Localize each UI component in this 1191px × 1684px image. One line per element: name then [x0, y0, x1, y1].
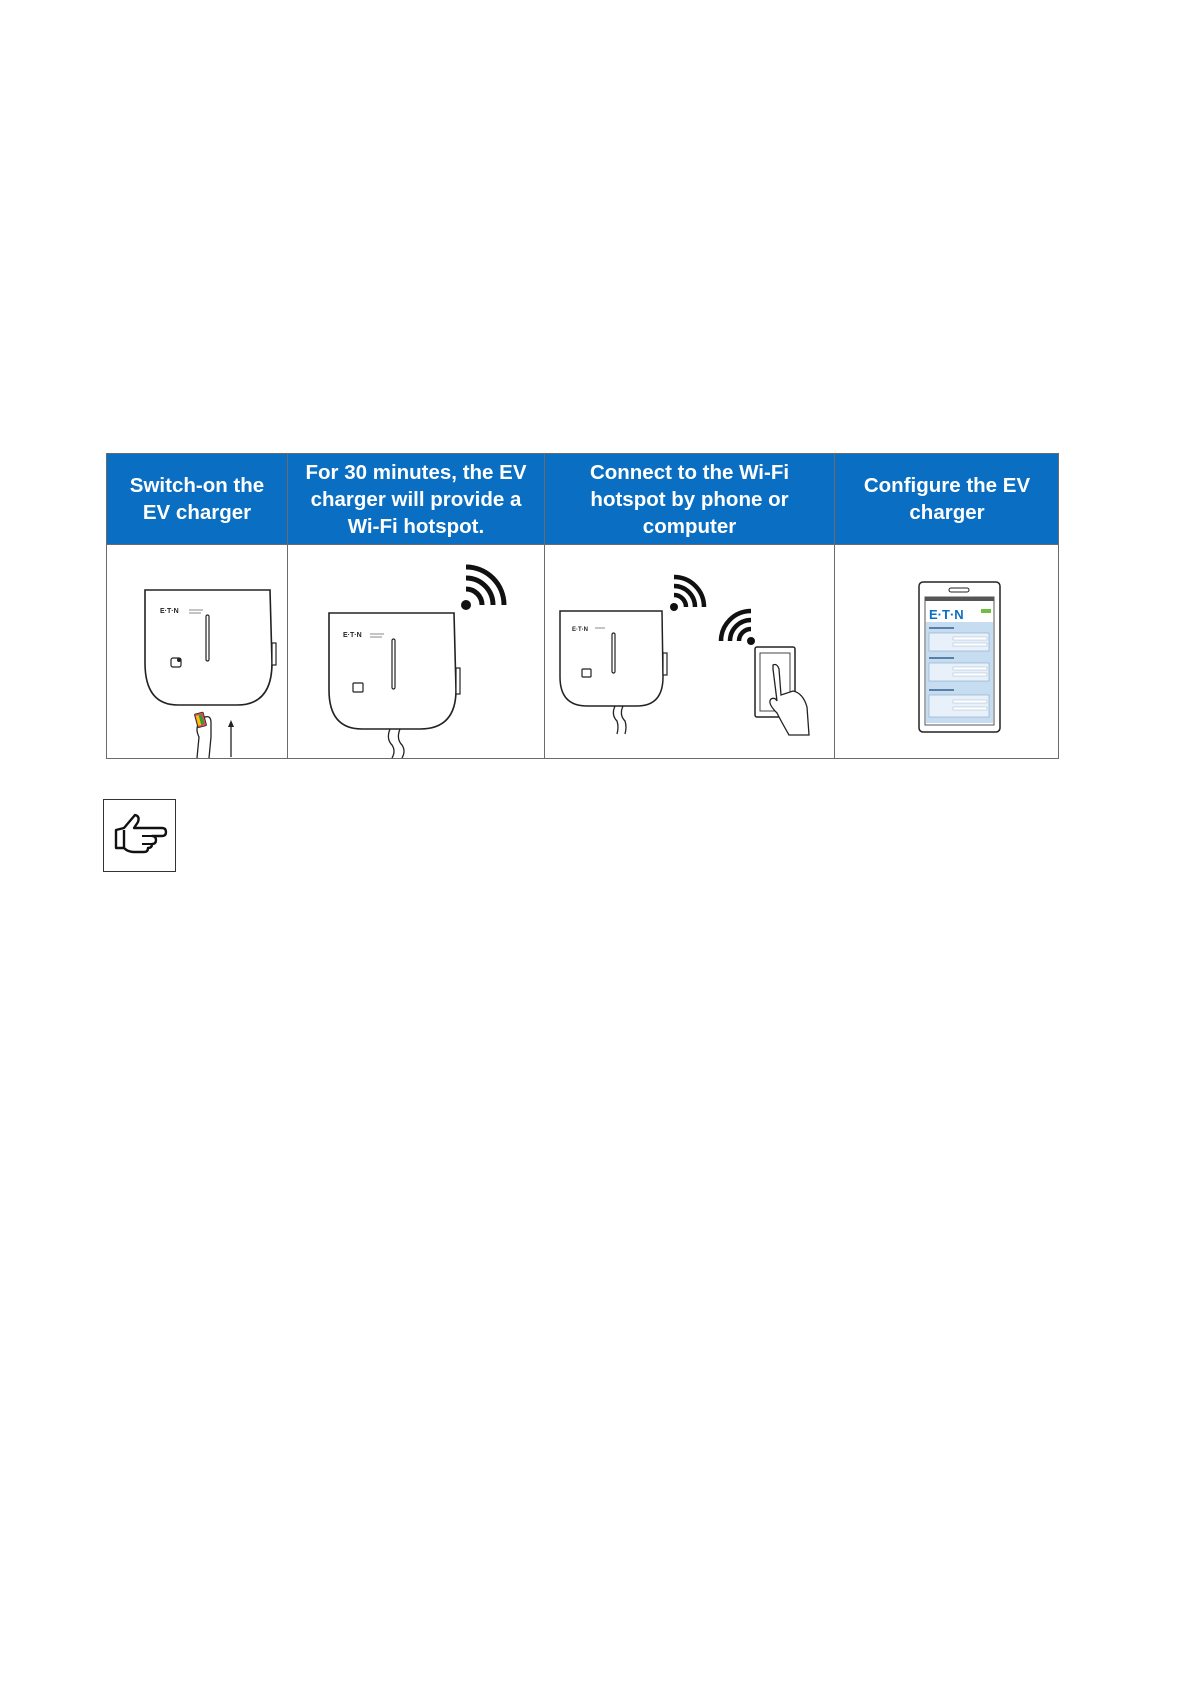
step-2-illustration	[288, 545, 544, 759]
step-1-illustration	[107, 545, 287, 759]
step-3-title: Connect to the Wi-Fi hotspot by phone or computer	[589, 460, 790, 538]
phone-connect-wifi-icon	[545, 545, 834, 759]
step-1-title: Switch-on the EV charger	[129, 474, 265, 524]
wifi-signal-icon	[461, 567, 504, 610]
step-4-illustration	[835, 545, 1059, 759]
setup-steps-table	[106, 453, 1059, 759]
brand-logo: E·T·N	[572, 627, 588, 633]
step-4-title: Configure the EV charger	[863, 474, 1031, 524]
wifi-receive-icon	[721, 611, 755, 645]
note-box	[103, 799, 176, 872]
ev-charger-power-on-icon	[107, 545, 287, 759]
brand-logo: E·T·N	[160, 608, 179, 615]
wifi-signal-icon	[670, 577, 704, 611]
step-3-illustration	[545, 545, 834, 759]
phone-config-page-icon	[835, 545, 1059, 759]
pointing-hand-icon	[104, 800, 174, 870]
ev-charger-wifi-hotspot-icon	[288, 545, 544, 759]
step-2-title: For 30 minutes, the EV charger will provide a Wi-Fi hotspot.	[305, 460, 527, 538]
brand-logo: E·T·N	[929, 607, 964, 622]
brand-logo: E·T·N	[343, 632, 362, 639]
